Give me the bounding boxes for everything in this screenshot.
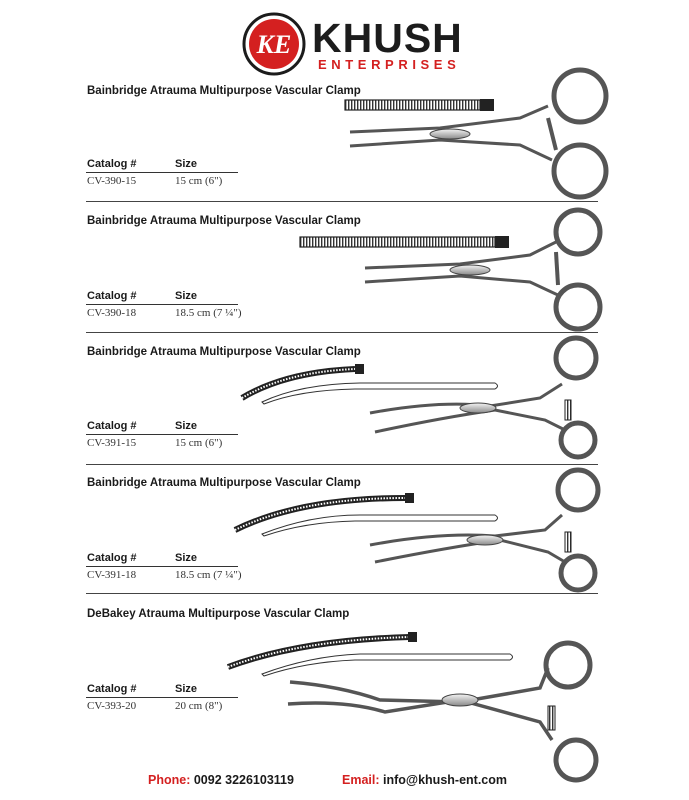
size-header: Size: [175, 420, 198, 432]
catalog-header: Catalog #: [87, 290, 137, 302]
size-header: Size: [175, 552, 198, 564]
product-title-4: Bainbridge Atrauma Multipurpose Vascular Clamp: [87, 477, 361, 489]
size-value-4: 18.5 cm (7 ¼"): [175, 569, 242, 581]
logo-wordmark: KHUSH: [312, 15, 463, 61]
clamp-curved-15cm-illustration: [242, 338, 596, 457]
phone-label: Phone:: [148, 773, 191, 787]
size-header: Size: [175, 290, 198, 302]
catalog-header: Catalog #: [87, 552, 137, 564]
email-address[interactable]: info@khush-ent.com: [383, 773, 507, 787]
product-title-1: Bainbridge Atrauma Multipurpose Vascular Clamp: [87, 85, 361, 97]
catalog-number-3: CV-391-15: [87, 437, 137, 449]
clamp-debakey-20cm-illustration: [228, 632, 596, 780]
logo-tagline: ENTERPRISES: [318, 57, 461, 72]
email-label: Email:: [342, 773, 380, 787]
logo-monogram: KE: [256, 30, 292, 59]
size-value-3: 15 cm (6"): [175, 437, 223, 449]
catalog-number-4: CV-391-18: [87, 569, 137, 581]
product-title-5: DeBakey Atrauma Multipurpose Vascular Clamp: [87, 608, 350, 620]
product-title-3: Bainbridge Atrauma Multipurpose Vascular Clamp: [87, 346, 361, 358]
phone-number[interactable]: 0092 3226103119: [193, 773, 294, 787]
clamp-straight-15cm-illustration: [345, 70, 606, 197]
size-header: Size: [175, 683, 198, 695]
jaw-serration-detail: [300, 237, 495, 247]
catalog-number-1: CV-390-15: [87, 175, 137, 187]
size-value-1: 15 cm (6"): [175, 175, 223, 187]
catalog-header: Catalog #: [87, 420, 137, 432]
catalog-number-2: CV-390-18: [87, 307, 137, 319]
phone-contact: [148, 773, 294, 787]
email-contact: [342, 773, 507, 787]
clamp-straight-18cm-illustration: [300, 210, 600, 329]
product-title-2: Bainbridge Atrauma Multipurpose Vascular Clamp: [87, 215, 361, 227]
jaw-tip-detail: [480, 99, 494, 111]
catalog-header: Catalog #: [87, 158, 137, 170]
jaw-tip-detail: [495, 236, 509, 248]
size-header: Size: [175, 158, 198, 170]
catalog-number-5: CV-393-20: [87, 700, 137, 712]
catalog-header: Catalog #: [87, 683, 137, 695]
jaw-serration-detail: [345, 100, 480, 110]
size-value-2: 18.5 cm (7 ¼"): [175, 307, 242, 319]
clamp-curved-18cm-illustration: [235, 470, 598, 590]
size-value-5: 20 cm (8"): [175, 700, 223, 712]
